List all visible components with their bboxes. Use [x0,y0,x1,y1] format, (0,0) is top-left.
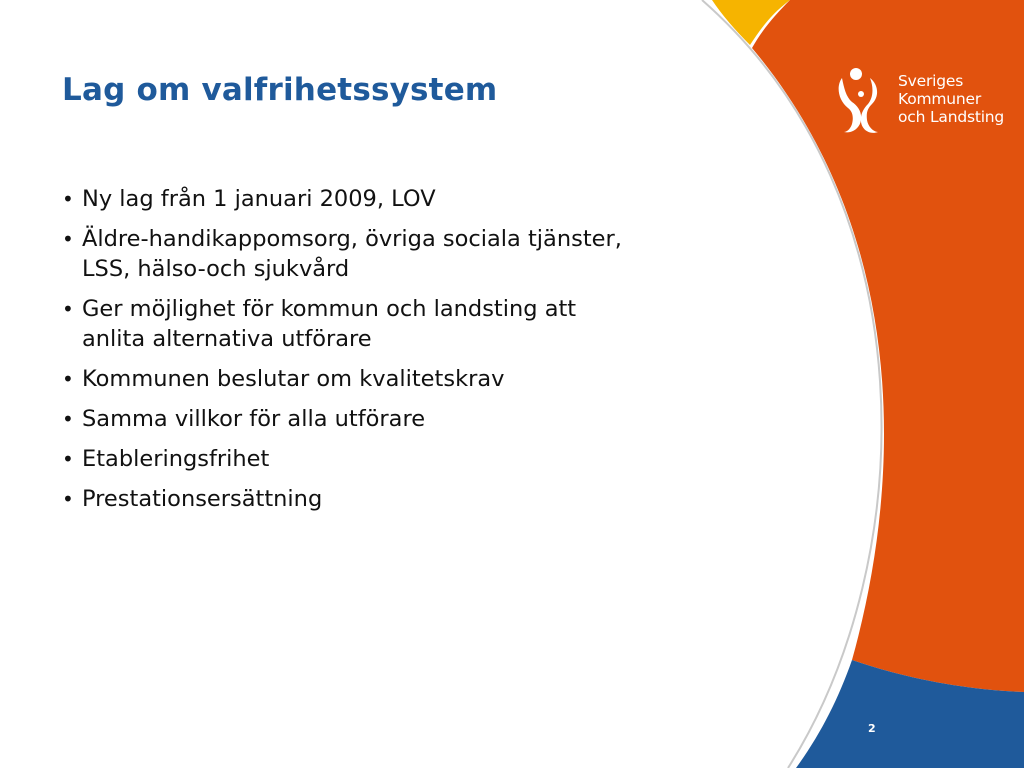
page-number: 2 [868,722,876,735]
bullet-text: Etableringsfrihet [82,446,270,472]
bullet-text: Ny lag från 1 januari 2009, LOV [82,186,436,212]
bullet-item [60,364,640,394]
bullet-dot: • [62,297,74,321]
bullet-item [60,404,640,434]
bullet-dot: • [62,447,74,471]
skl-figure-icon [834,64,894,136]
bullet-dot: • [62,367,74,391]
bullet-item [60,184,640,214]
bullet-dot: • [62,407,74,431]
bullet-item [60,294,640,354]
organization-logo-text [898,72,1004,126]
bullet-text: Ger möjlighet för kommun och landsting att anlita alternativa utförare [82,296,577,352]
bullet-item [60,484,640,514]
bullet-dot: • [62,187,74,211]
slide-title: Lag om valfrihetssystem [62,72,498,108]
bullet-text: Kommunen beslutar om kvalitetskrav [82,366,505,392]
logo-line-2: Kommuner [898,90,982,108]
logo-line-3: och Landsting [898,108,1005,126]
logo-line-1: Sveriges [898,72,964,90]
bullet-dot: • [62,487,74,511]
bullet-dot: • [62,227,74,251]
bullet-text: Äldre-handikappomsorg, övriga sociala tjänster, LSS, hälso-och sjukvård [82,226,622,282]
bullet-item [60,444,640,474]
bullet-text: Prestationsersättning [82,486,323,512]
bullet-item [60,224,640,284]
bullet-list [60,184,640,524]
bullet-text: Samma villkor för alla utförare [82,406,426,432]
